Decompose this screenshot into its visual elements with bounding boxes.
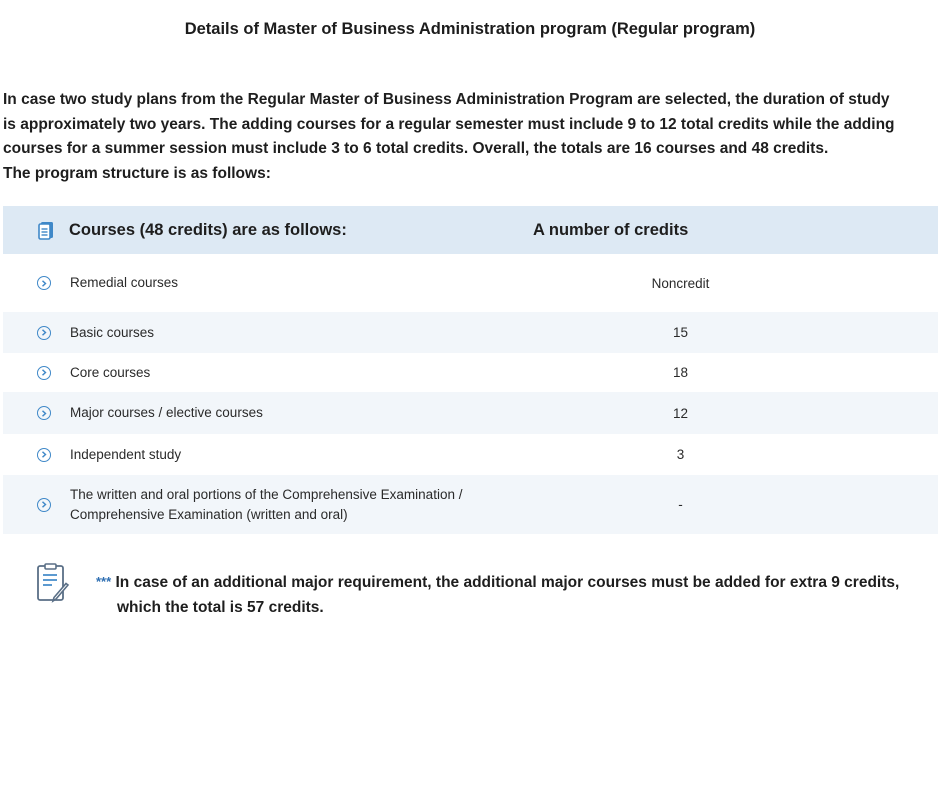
- course-name: Independent study: [70, 446, 182, 462]
- note-line: In case of an additional major requirement, the additional major courses must be added for extra 9 credits,: [115, 574, 900, 591]
- header-credits: A number of credits: [533, 220, 689, 239]
- course-name: [70, 485, 533, 524]
- table-row: [3, 254, 938, 312]
- intro-line: The program structure is as follows:: [3, 164, 271, 182]
- course-credits: 3: [676, 447, 685, 462]
- chevron-right-circle-icon: [3, 406, 70, 420]
- course-name: Major courses / elective courses: [70, 405, 263, 421]
- chevron-right-circle-icon: [3, 448, 70, 462]
- intro-line: is approximately two years. The adding courses for a regular semester must include 9 to 12 total credits while the adding: [3, 115, 895, 133]
- course-credits: 12: [672, 405, 689, 421]
- course-name: Core courses: [70, 364, 151, 380]
- course-credits: 15: [672, 325, 689, 340]
- table-row: [3, 434, 938, 475]
- page-title: Details of Master of Business Administration program (Regular program): [184, 20, 756, 38]
- note-line: which the total is 57 credits.: [117, 598, 324, 616]
- course-name-line: The written and oral portions of the Comprehensive Examination /: [70, 487, 463, 502]
- additional-requirement-note: [96, 571, 936, 620]
- intro-line: courses for a summer session must include 3 to 6 total credits. Overall, the totals are 16 courses and 48 credits.: [3, 140, 829, 157]
- header-courses: Courses (48 credits) are as follows:: [69, 220, 347, 239]
- credits-table: [3, 206, 938, 534]
- chevron-right-circle-icon: [3, 326, 70, 340]
- table-header: [3, 206, 938, 254]
- course-name-line: Comprehensive Examination (written and oral): [70, 506, 348, 522]
- table-row: [3, 475, 938, 534]
- chevron-right-circle-icon: [3, 366, 70, 380]
- course-name: Remedial courses: [70, 275, 179, 291]
- note-pencil-icon: [36, 563, 72, 608]
- course-credits: Noncredit: [651, 275, 710, 291]
- course-credits: 18: [672, 365, 689, 380]
- chevron-right-circle-icon: [3, 498, 70, 512]
- course-credits: -: [678, 497, 683, 512]
- chevron-right-circle-icon: [3, 276, 70, 290]
- note-stars: ***: [96, 574, 112, 589]
- intro-paragraph: [3, 88, 933, 186]
- table-row: [3, 312, 938, 353]
- course-name: Basic courses: [70, 324, 155, 340]
- table-row: [3, 353, 938, 392]
- clipboard-list-icon: [3, 221, 69, 240]
- table-row: [3, 392, 938, 434]
- intro-line: In case two study plans from the Regular Master of Business Administration Program are selected, the duration of study: [3, 91, 890, 108]
